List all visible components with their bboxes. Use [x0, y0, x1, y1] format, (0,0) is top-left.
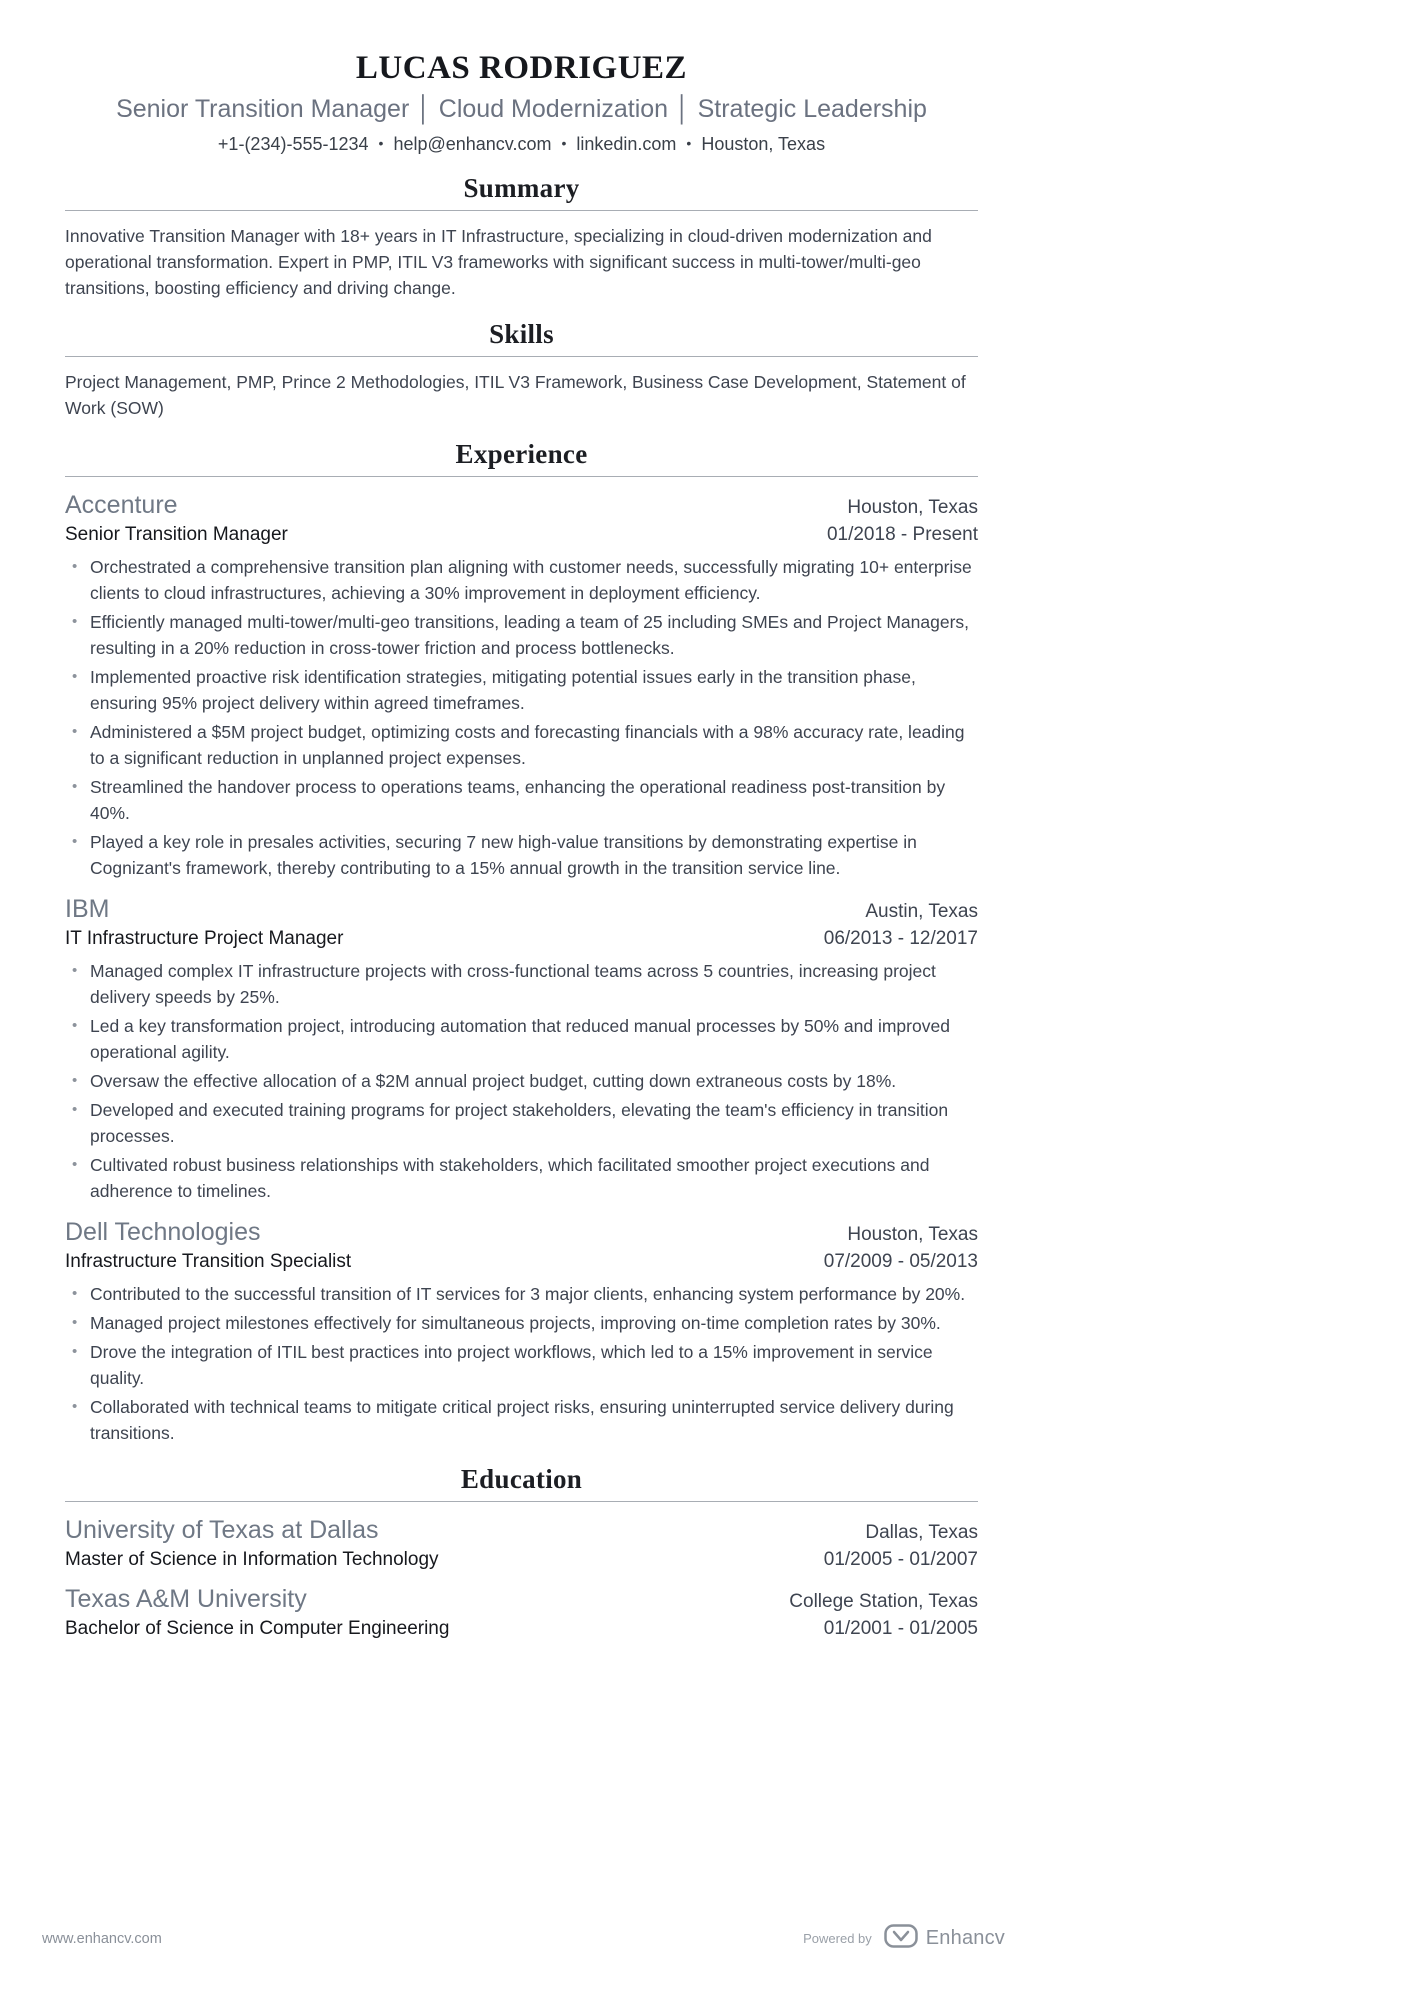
contact-separator: •: [561, 135, 567, 151]
bullet-item: • Oversaw the effective allocation of a $2M annual project budget, cutting down extraneous costs by 18%.: [65, 1068, 978, 1094]
bullet-item: • Developed and executed training programs for project stakeholders, elevating the team's efficiency in transition processes.: [65, 1097, 978, 1149]
summary-section: [65, 173, 978, 301]
school-name: Texas A&M University: [65, 1585, 307, 1613]
company-location: Austin, Texas: [865, 901, 978, 922]
company-name: IBM: [65, 895, 110, 923]
bullet-item: • Orchestrated a comprehensive transition plan aligning with customer needs, successfully migrating 10+ enterprise clients to cloud infrastructures, achieving a 30% improvement in deployment efficiency.: [65, 554, 978, 606]
section-divider: [65, 356, 978, 357]
school-location: College Station, Texas: [789, 1591, 978, 1612]
contact-row: [65, 134, 978, 155]
skills-text: Project Management, PMP, Prince 2 Methodologies, ITIL V3 Framework, Business Case Development, Statement of Work (SOW): [65, 372, 966, 418]
candidate-headline: Senior Transition Manager │ Cloud Modernization │ Strategic Leadership: [116, 95, 927, 123]
experience-section: [65, 439, 978, 1446]
bullet-item: • Cultivated robust business relationships with stakeholders, which facilitated smoother project executions and adherence to timelines.: [65, 1152, 978, 1204]
bullet-item: • Streamlined the handover process to operations teams, enhancing the operational readiness post-transition by 40%.: [65, 774, 978, 826]
bullet-item: • Played a key role in presales activities, securing 7 new high-value transitions by demonstrating expertise in Cognizant's framework, thereby contributing to a 15% annual growth in the transition service line.: [65, 829, 978, 881]
skills-section: [65, 319, 978, 421]
bullet-item: • Efficiently managed multi-tower/multi-geo transitions, leading a team of 25 including SMEs and Project Managers, resulting in a 20% reduction in cross-tower friction and process bottlenecks.: [65, 609, 978, 661]
degree-title: Bachelor of Science in Computer Engineering: [65, 1618, 450, 1639]
bullet-item: • Managed complex IT infrastructure projects with cross-functional teams across 5 countries, increasing project delivery speeds by 25%.: [65, 958, 978, 1010]
education-section: [65, 1464, 978, 1640]
bullet-item: • Contributed to the successful transition of IT services for 3 major clients, enhancing system performance by 20%.: [65, 1281, 978, 1307]
education-heading: Education: [460, 1464, 583, 1494]
bullet-list: [65, 554, 978, 881]
school-location: Dallas, Texas: [865, 1522, 978, 1543]
experience-entry: [65, 491, 978, 881]
bullet-item: • Managed project milestones effectively for simultaneous projects, improving on-time completion rates by 30%.: [65, 1310, 978, 1336]
job-dates: 01/2018 - Present: [826, 524, 978, 545]
summary-heading: Summary: [463, 173, 580, 203]
bullet-list: [65, 1281, 978, 1446]
school-name: University of Texas at Dallas: [65, 1516, 379, 1544]
bullet-item: • Drove the integration of ITIL best practices into project workflows, which led to a 15% improvement in service quality.: [65, 1339, 978, 1391]
degree-dates: 01/2005 - 01/2007: [823, 1549, 978, 1570]
bullet-item: • Administered a $5M project budget, optimizing costs and forecasting financials with a 98% accuracy rate, leading to a significant reduction in unplanned project expenses.: [65, 719, 978, 771]
company-name: Dell Technologies: [65, 1218, 261, 1246]
contact-separator: •: [378, 135, 384, 151]
website-link[interactable]: www.enhancv.com: [42, 1930, 162, 1947]
bullet-list: [65, 958, 978, 1204]
summary-text: Innovative Transition Manager with 18+ years in IT Infrastructure, specializing in cloud-driven modernization and operational transformation. Expert in PMP, ITIL V3 frameworks with significant success in multi-tower/multi-geo transitions, boosting efficiency and driving change.: [65, 226, 932, 298]
company-location: Houston, Texas: [847, 497, 978, 518]
contact-linkedin[interactable]: linkedin.com: [576, 134, 677, 154]
job-title: Infrastructure Transition Specialist: [65, 1251, 352, 1272]
skills-heading: Skills: [489, 319, 554, 349]
resume-header: [65, 50, 978, 155]
section-divider: [65, 476, 978, 477]
powered-by-label: Powered by: [803, 1931, 872, 1946]
job-title: Senior Transition Manager: [65, 524, 288, 545]
contact-email[interactable]: help@enhancv.com: [393, 134, 552, 154]
section-divider: [65, 210, 978, 211]
enhancv-logo-icon[interactable]: [884, 1924, 918, 1953]
page-footer: [42, 1924, 1005, 1953]
candidate-name: LUCAS RODRIGUEZ: [355, 50, 688, 86]
experience-entry: [65, 1218, 978, 1446]
job-dates: 07/2009 - 05/2013: [823, 1251, 978, 1272]
bullet-item: • Implemented proactive risk identification strategies, mitigating potential issues early in the transition phase, ensuring 95% project delivery within agreed timeframes.: [65, 664, 978, 716]
enhancv-wordmark[interactable]: Enhancv: [925, 1927, 1005, 1949]
bullet-item: • Led a key transformation project, introducing automation that reduced manual processes by 50% and improved operational agility.: [65, 1013, 978, 1065]
education-entry: [65, 1585, 978, 1640]
experience-entry: [65, 895, 978, 1204]
job-dates: 06/2013 - 12/2017: [823, 928, 978, 949]
degree-dates: 01/2001 - 01/2005: [823, 1618, 978, 1639]
company-name: Accenture: [65, 491, 178, 519]
degree-title: Master of Science in Information Technology: [65, 1549, 439, 1570]
company-location: Houston, Texas: [847, 1224, 978, 1245]
contact-location: Houston, Texas: [701, 134, 826, 154]
experience-heading: Experience: [455, 439, 588, 469]
bullet-item: • Collaborated with technical teams to mitigate critical project risks, ensuring uninterrupted service delivery during transitions.: [65, 1394, 978, 1446]
section-divider: [65, 1501, 978, 1502]
job-title: IT Infrastructure Project Manager: [65, 928, 344, 949]
contact-phone: +1-(234)-555-1234: [217, 134, 369, 154]
contact-separator: •: [686, 135, 692, 151]
education-entry: [65, 1516, 978, 1571]
powered-by-group: [803, 1924, 1005, 1953]
